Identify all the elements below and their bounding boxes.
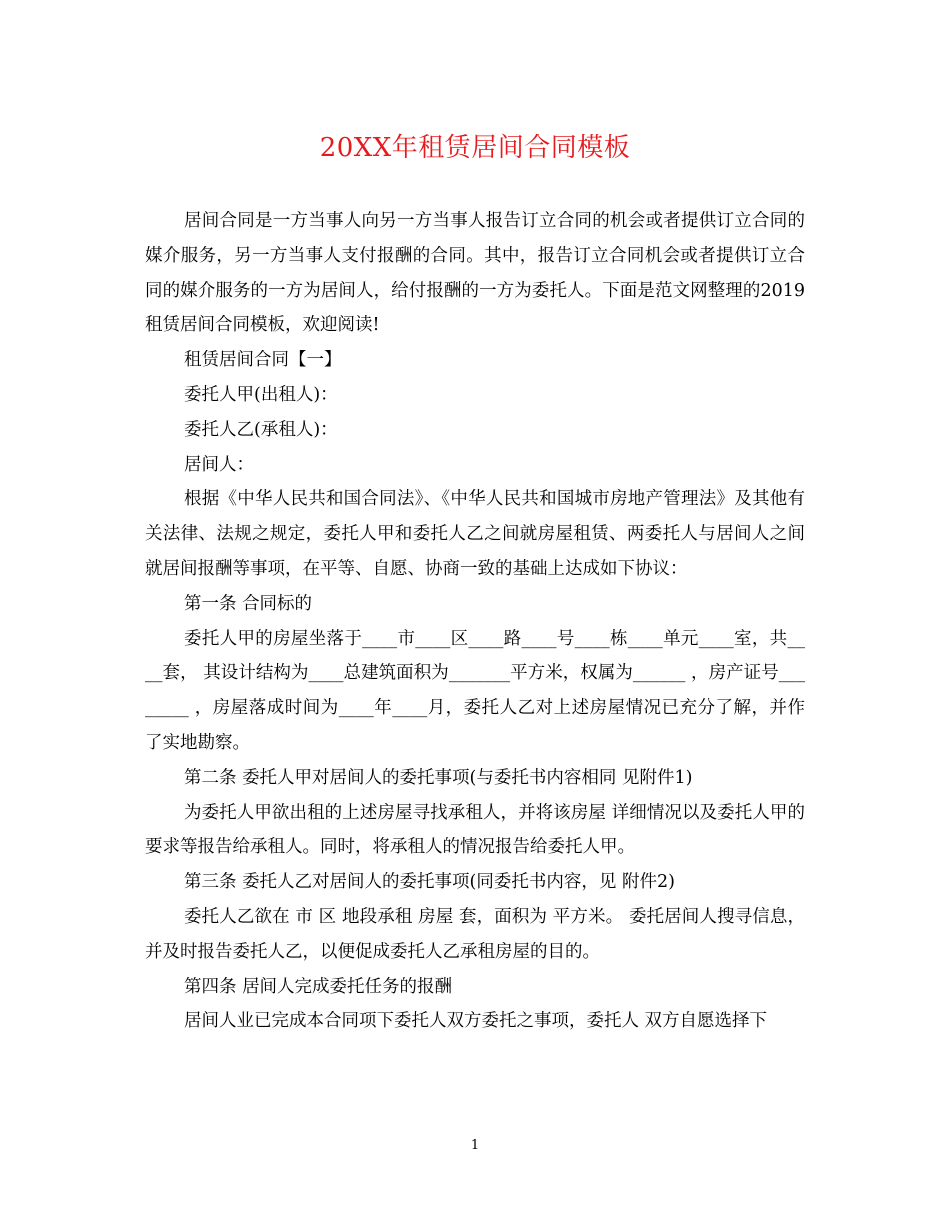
article-3-paragraph: 委托人乙欲在 市 区 地段承租 房屋 套，面积为 平方米。 委托居间人搜寻信息，并及时报告委托人乙，以便促成委托人乙承租房屋的目的。: [145, 906, 805, 962]
article-2-heading: 第二条 委托人甲对居间人的委托事项(与委托书内容相同 见附件1): [184, 767, 693, 788]
intermediary-line: 居间人：: [184, 454, 254, 475]
article-2-paragraph: 为委托人甲欲出租的上述房屋寻找承租人，并将该房屋 详细情况以及委托人甲的要求等报告给承租人。同时，将承租人的情况报告给委托人甲。: [145, 802, 805, 858]
party-a-line: 委托人甲(出租人)：: [184, 384, 338, 405]
article-4-heading: 第四条 居间人完成委托任务的报酬: [184, 976, 453, 997]
document-body: [145, 204, 805, 1039]
party-b-line: 委托人乙(承租人)：: [184, 419, 338, 440]
intro-paragraph: 居间合同是一方当事人向另一方当事人报告订立合同的机会或者提供订立合同的媒介服务，另一方当事人支付报酬的合同。其中，报告订立合同机会或者提供订立合同的媒介服务的一方为居间人，给付报酬的一方为委托人。下面是范文网整理的2019租赁居间合同模板，欢迎阅读!: [145, 211, 805, 336]
legal-basis-paragraph: 根据《中华人民共和国合同法》、《中华人民共和国城市房地产管理法》及其他有关法律、法规之规定，委托人甲和委托人乙之间就房屋租赁、两委托人与居间人之间就居间报酬等事项，在平等、自愿、协商一致的基础上达成如下协议：: [145, 489, 805, 579]
article-1-paragraph: 委托人甲的房屋坐落于____市____区____路____号____栋____单元____室，共____套， 其设计结构为____总建筑面积为_______平方米，权属为______ ，房产证号________ ，房屋落成时间为____年____月，委托人乙对上述房屋情况已充分了解，并作了实地勘察。: [145, 628, 805, 753]
article-4-paragraph: 居间人业已完成本合同项下委托人双方委托之事项，委托人 双方自愿选择下: [184, 1011, 768, 1032]
page-number: 1: [470, 1138, 480, 1153]
article-1-heading: 第一条 合同标的: [184, 593, 313, 614]
contract-heading: 租赁居间合同【一】: [184, 350, 342, 371]
article-3-heading: 第三条 委托人乙对居间人的委托事项(同委托书内容，见 附件2): [184, 872, 675, 893]
document-title: 20XX年租赁居间合同模板: [319, 133, 631, 163]
